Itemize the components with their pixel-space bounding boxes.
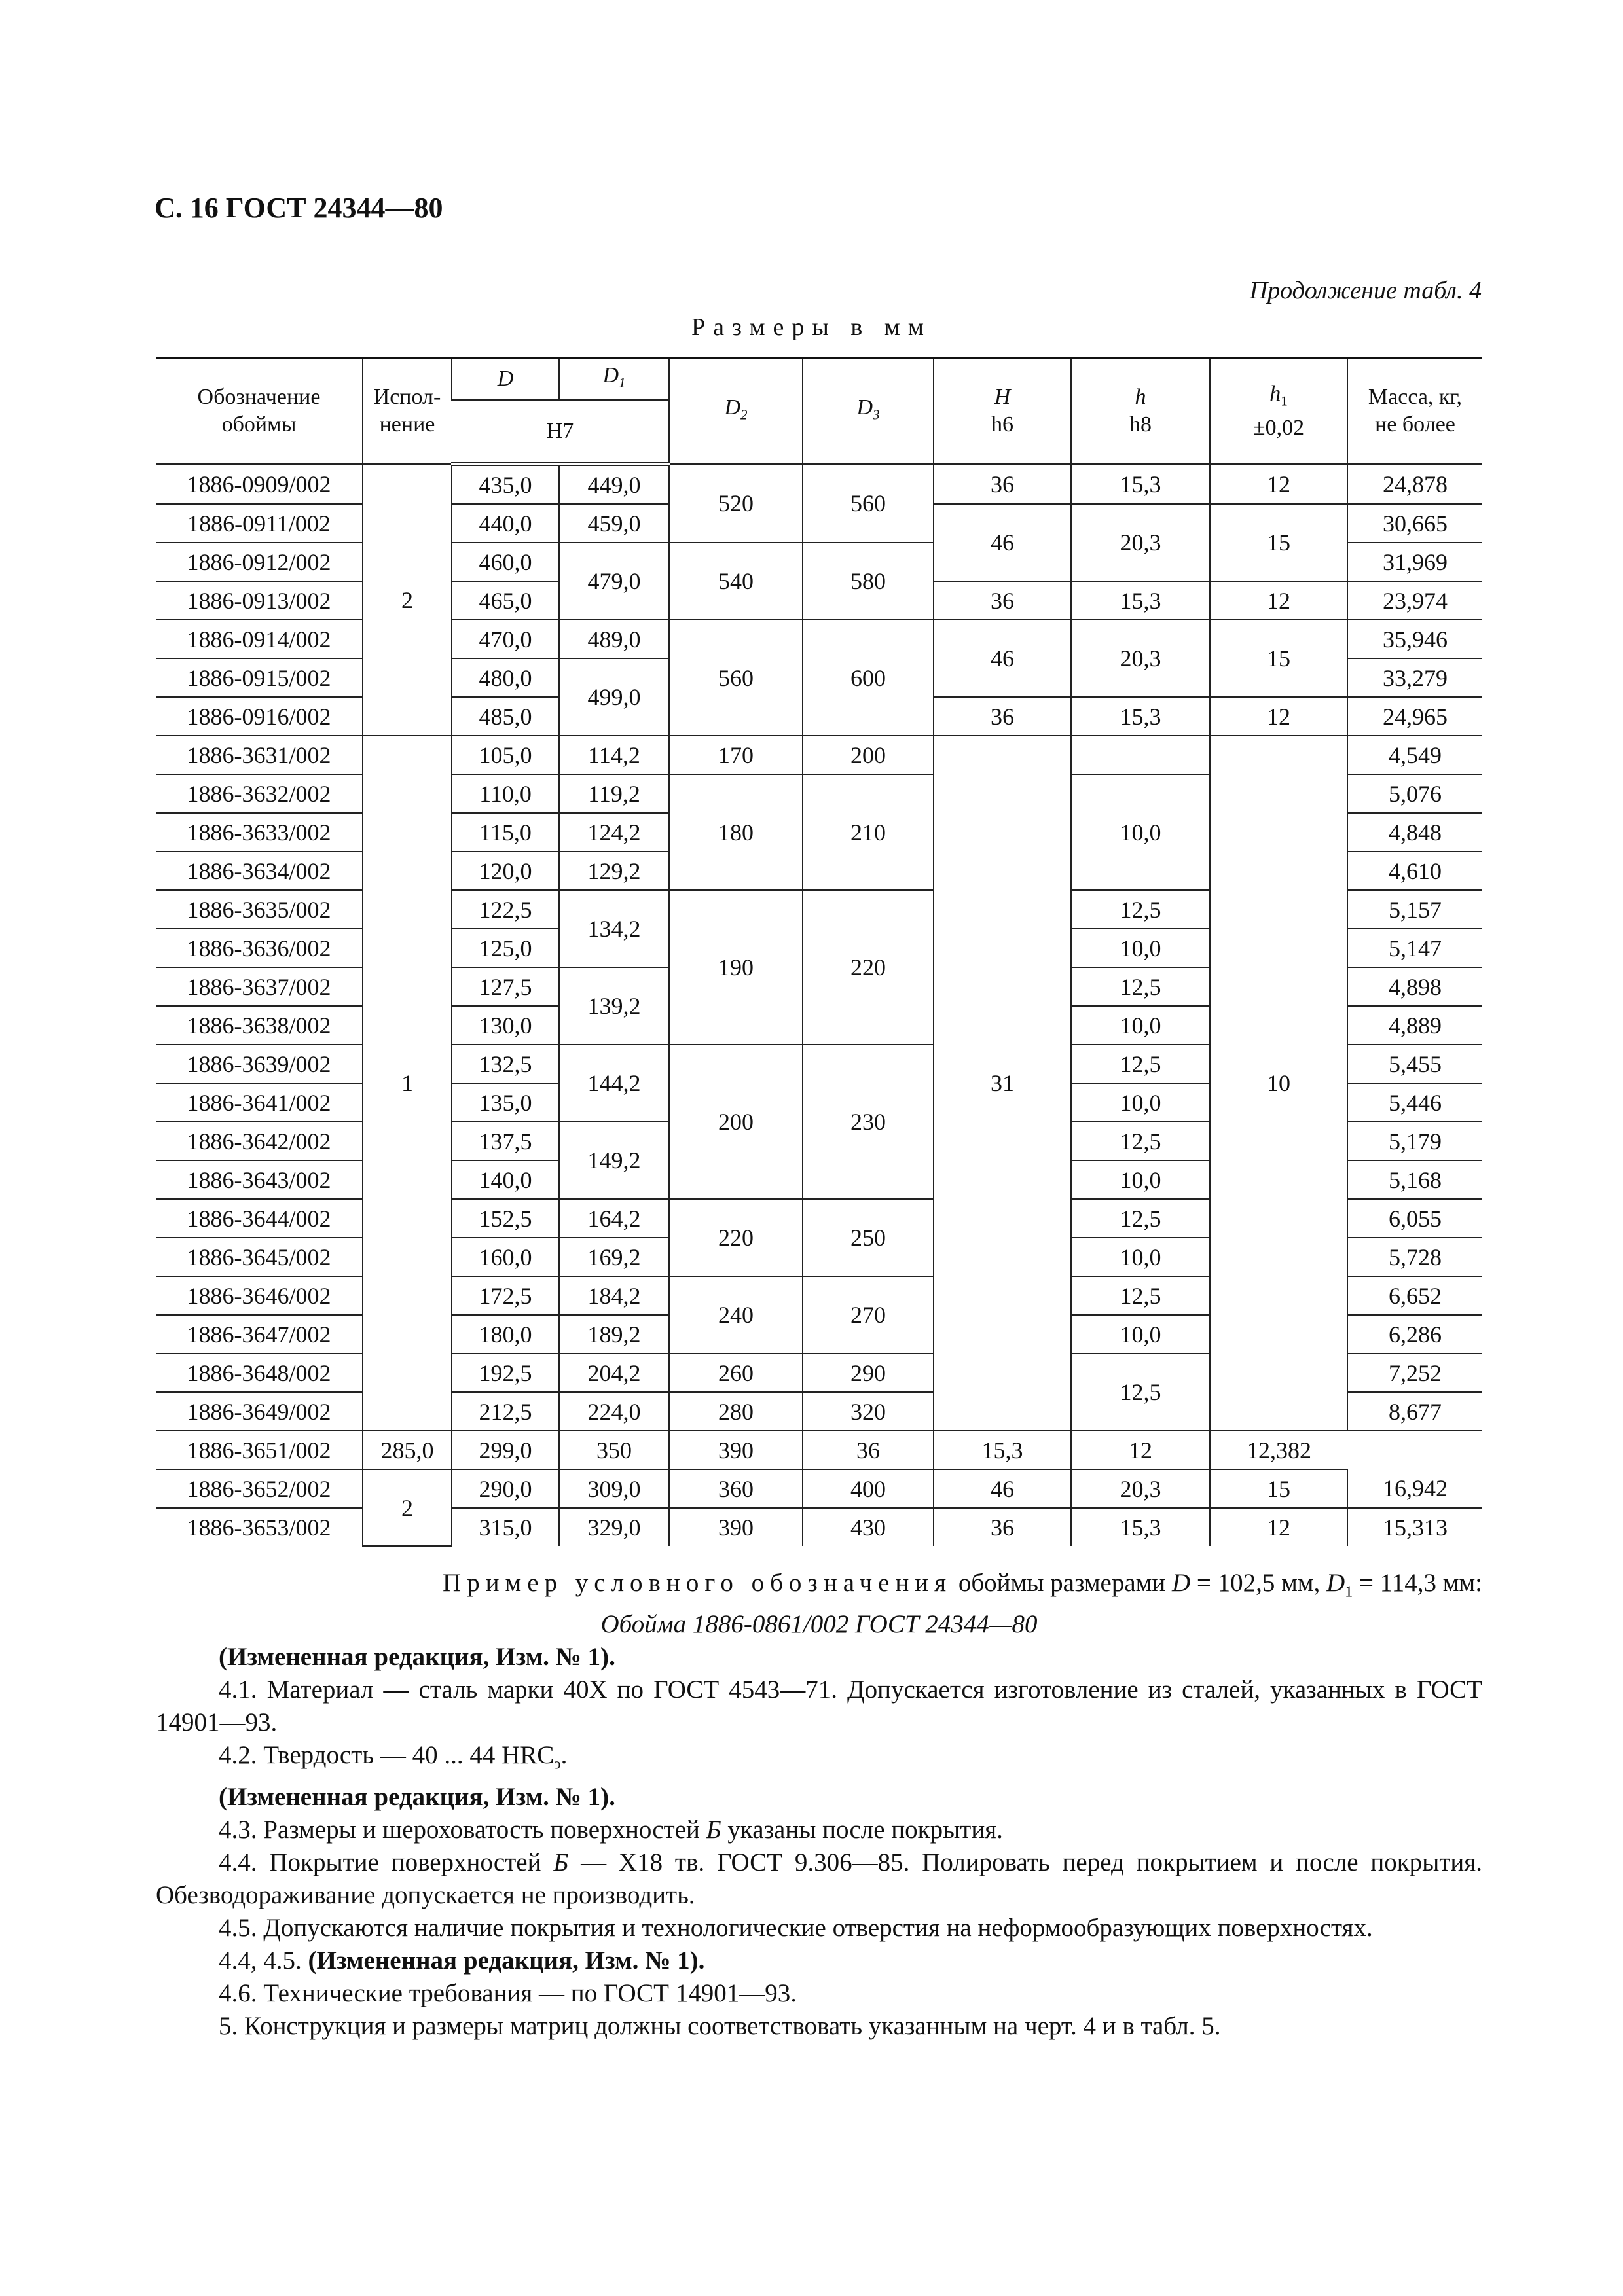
cell-d2: 390 (669, 1508, 803, 1546)
cell-d: 152,5 (452, 1199, 559, 1238)
cell-h-small: 10,0 (1071, 1160, 1210, 1199)
cell-mass: 6,652 (1347, 1276, 1482, 1315)
cell-d: 140,0 (452, 1160, 559, 1199)
cell-d: 120,0 (452, 852, 559, 890)
cell-mass: 31,969 (1347, 543, 1482, 581)
col-header-h: H h6 (934, 358, 1071, 465)
cell-mass: 16,942 (1347, 1469, 1482, 1508)
cell-code: 1886-3637/002 (156, 967, 363, 1006)
cell-h-small: 12,5 (1071, 967, 1210, 1006)
cell-h-small: 12,5 (1071, 890, 1210, 929)
cell-mass: 6,286 (1347, 1315, 1482, 1354)
cell-code: 1886-3634/002 (156, 852, 363, 890)
cell-d: 122,5 (452, 890, 559, 929)
cell-h-small: 20,3 (1071, 1469, 1210, 1508)
cell-mass: 5,157 (1347, 890, 1482, 929)
cell-d1: 124,2 (559, 813, 669, 852)
cell-h: 46 (934, 1469, 1071, 1508)
cell-d2: 220 (669, 1199, 803, 1276)
page-header: С. 16 ГОСТ 24344—80 (155, 192, 443, 224)
cell-code: 1886-3632/002 (156, 774, 363, 813)
cell-mass: 24,965 (1347, 697, 1482, 736)
cell-mass: 5,455 (1347, 1045, 1482, 1083)
col-header-h-small: h h8 (1071, 358, 1210, 465)
revision-note: (Измененная редакция, Изм. № 1). (219, 1782, 615, 1811)
cell-d: 137,5 (452, 1122, 559, 1160)
cell-mass: 8,677 (1347, 1392, 1482, 1431)
cell-h1: 12 (1210, 464, 1347, 504)
cell-d1: 169,2 (559, 1238, 669, 1276)
cell-mass: 4,610 (1347, 852, 1482, 890)
designation-example: Пример условного обозначения обоймы размерами D = 102,5 мм, $D_1 = 114,3$ мм: (442, 1569, 1482, 1601)
cell-h: 36 (934, 581, 1071, 620)
cell-h-small: 10,0 (1071, 1315, 1210, 1354)
cell-h-small: 20,3 (1071, 504, 1210, 581)
cell-d: 115,0 (452, 813, 559, 852)
cell-d: 440,0 (452, 504, 559, 543)
cell-code: 1886-3649/002 (156, 1392, 363, 1431)
cell-d: 135,0 (452, 1083, 559, 1122)
cell-code: 1886-3635/002 (156, 890, 363, 929)
cell-d1: 189,2 (559, 1315, 669, 1354)
cell-d: 435,0 (452, 464, 559, 504)
cell-mass: 4,848 (1347, 813, 1482, 852)
clause-4-6: 4.6. Технические требования — по ГОСТ 14901—93. (219, 1979, 797, 2007)
cell-version: 2 (363, 1469, 452, 1546)
cell-d: 160,0 (452, 1238, 559, 1276)
cell-d2: 200 (669, 1045, 803, 1199)
cell-h: 36 (803, 1431, 934, 1469)
cell-h1: 15 (1210, 620, 1347, 697)
cell-h1: 15 (1210, 1469, 1347, 1508)
cell-h: 46 (934, 620, 1071, 697)
table-continuation-label: Продолжение табл. 4 (1249, 277, 1482, 304)
cell-d: 127,5 (452, 967, 559, 1006)
cell-code: 1886-3631/002 (156, 736, 363, 774)
cell-code: 1886-3639/002 (156, 1045, 363, 1083)
cell-d2: 280 (669, 1392, 803, 1431)
cell-d1: 459,0 (559, 504, 669, 543)
cell-d3: 400 (803, 1469, 934, 1508)
cell-mass: 4,549 (1347, 736, 1482, 774)
cell-d: 180,0 (452, 1315, 559, 1354)
cell-d1: 139,2 (559, 967, 669, 1045)
cell-d1: 489,0 (559, 620, 669, 658)
cell-version: 2 (363, 464, 452, 736)
cell-mass: 12,382 (1210, 1431, 1347, 1469)
col-header-d: D (452, 358, 559, 401)
cell-d: 110,0 (452, 774, 559, 813)
col-header-tolerance-h7: H7 (452, 400, 669, 464)
cell-d3: 290 (803, 1354, 934, 1392)
cell-d: 130,0 (452, 1006, 559, 1045)
cell-d3: 600 (803, 620, 934, 736)
cell-d1: 329,0 (559, 1508, 669, 1546)
cell-mass: 24,878 (1347, 464, 1482, 504)
cell-d1: 299,0 (452, 1431, 559, 1469)
clause-4-2: 4.2. Твердость — 40 ... 44 $HRC_э$. (219, 1741, 568, 1773)
cell-h-small: 10,0 (1071, 774, 1210, 890)
cell-d3: 320 (803, 1392, 934, 1431)
cell-d1: 184,2 (559, 1276, 669, 1315)
cell-mass: 5,446 (1347, 1083, 1482, 1122)
cell-code: 1886-0909/002 (156, 464, 363, 504)
cell-h1: 12 (1210, 1508, 1347, 1546)
cell-d: 132,5 (452, 1045, 559, 1083)
cell-h: 36 (934, 1508, 1071, 1546)
clause-4-3: 4.3. Размеры и шероховатость поверхностей Б указаны после покрытия. (219, 1815, 1003, 1844)
cell-d2: 560 (669, 620, 803, 736)
cell-d: 460,0 (452, 543, 559, 581)
cell-h: 36 (934, 697, 1071, 736)
cell-code: 1886-3647/002 (156, 1315, 363, 1354)
cell-mass: 5,179 (1347, 1122, 1482, 1160)
cell-code: 1886-3633/002 (156, 813, 363, 852)
cell-code: 1886-3641/002 (156, 1083, 363, 1122)
cell-d2: 260 (669, 1354, 803, 1392)
cell-code: 1886-3648/002 (156, 1354, 363, 1392)
col-header-d2: $D_2$ (669, 358, 803, 465)
cell-d3: 270 (803, 1276, 934, 1354)
cell-version: 1 (363, 736, 452, 1431)
cell-h: 36 (934, 464, 1071, 504)
cell-d2: 540 (669, 543, 803, 620)
cell-d2: 170 (669, 736, 803, 774)
cell-d1: 114,2 (559, 736, 669, 774)
cell-mass: 23,974 (1347, 581, 1482, 620)
cell-d: 192,5 (452, 1354, 559, 1392)
cell-h1: 15 (1210, 504, 1347, 581)
col-header-d1: $D_1$ (559, 358, 669, 401)
cell-code: 1886-3645/002 (156, 1238, 363, 1276)
cell-h-small: 10,0 (1071, 929, 1210, 967)
cell-d: 315,0 (452, 1508, 559, 1546)
cell-mass: 5,076 (1347, 774, 1482, 813)
cell-d2: 240 (669, 1276, 803, 1354)
cell-mass: 33,279 (1347, 658, 1482, 697)
cell-d1: 164,2 (559, 1199, 669, 1238)
cell-mass: 5,168 (1347, 1160, 1482, 1199)
cell-h-small: 12,5 (1071, 1122, 1210, 1160)
cell-h-small: 12,5 (1071, 1045, 1210, 1083)
cell-mass: 15,313 (1347, 1508, 1482, 1546)
cell-d3: 210 (803, 774, 934, 890)
cell-h1: 12 (1071, 1431, 1210, 1469)
cell-mass: 5,147 (1347, 929, 1482, 967)
cell-h-small: 15,3 (1071, 697, 1210, 736)
cell-h-small: 15,3 (934, 1431, 1071, 1469)
cell-d: 105,0 (452, 736, 559, 774)
cell-h1: 10 (1210, 736, 1347, 1431)
cell-d1: 204,2 (559, 1354, 669, 1392)
cell-d1: 129,2 (559, 852, 669, 890)
cell-mass: 7,252 (1347, 1354, 1482, 1392)
clause-4-1: 4.1. Материал — сталь марки 40Х по ГОСТ 4543—71. Допускается изготовление из сталей, указанных в ГОСТ 14901—93. (156, 1676, 1482, 1737)
cell-h: 46 (934, 504, 1071, 581)
cell-code: 1886-0916/002 (156, 697, 363, 736)
cell-d3: 390 (669, 1431, 803, 1469)
col-header-designation: Обозначение обоймы (156, 358, 363, 465)
cell-h1: 12 (1210, 581, 1347, 620)
cell-d: 290,0 (452, 1469, 559, 1508)
example-designation: Обойма 1886-0861/002 ГОСТ 24344—80 (600, 1610, 1038, 1639)
cell-mass: 35,946 (1347, 620, 1482, 658)
cell-d3: 220 (803, 890, 934, 1045)
cell-code: 1886-3652/002 (156, 1469, 363, 1508)
cell-d1: 309,0 (559, 1469, 669, 1508)
cell-mass: 30,665 (1347, 504, 1482, 543)
cell-code: 1886-0912/002 (156, 543, 363, 581)
cell-h-small: 15,3 (1071, 464, 1210, 504)
cell-code: 1886-3653/002 (187, 1514, 331, 1541)
dimensions-table (156, 357, 1482, 1547)
cell-code: 1886-3646/002 (156, 1276, 363, 1315)
cell-d3: 200 (803, 736, 934, 774)
units-caption: Размеры в мм (691, 314, 932, 341)
cell-h-small: 12,5 (1071, 1199, 1210, 1238)
body-text (156, 1567, 1482, 2043)
cell-mass: 4,889 (1347, 1006, 1482, 1045)
cell-code: 1886-0914/002 (156, 620, 363, 658)
cell-h-small: 10,0 (1071, 1083, 1210, 1122)
col-header-h1: $h_1$ ±0,02 (1210, 358, 1347, 465)
clause-4-4-4-5-revision: 4.4, 4.5. (Измененная редакция, Изм. № 1). (219, 1946, 705, 1975)
cell-d3: 250 (803, 1199, 934, 1276)
cell-h1: 12 (1210, 697, 1347, 736)
cell-d: 470,0 (452, 620, 559, 658)
cell-code: 1886-0915/002 (156, 658, 363, 697)
cell-d2: 190 (669, 890, 803, 1045)
cell-mass: 5,728 (1347, 1238, 1482, 1276)
cell-h-small: 20,3 (1071, 620, 1210, 697)
cell-h-small: 12,5 (1071, 1276, 1210, 1315)
cell-h-small: 15,3 (1071, 581, 1210, 620)
revision-note: (Измененная редакция, Изм. № 1). (219, 1643, 615, 1672)
cell-d1: 149,2 (559, 1122, 669, 1199)
cell-h-small (1071, 736, 1210, 774)
cell-code: 1886-0913/002 (156, 581, 363, 620)
cell-d2: 360 (669, 1469, 803, 1508)
col-header-version: Испол- нение (363, 358, 452, 465)
col-header-mass: Масса, кг, не более (1347, 358, 1482, 465)
clause-4-5: 4.5. Допускаются наличие покрытия и технологические отверстия на неформообразующих поверхностях. (219, 1913, 1373, 1942)
cell-mass: 6,055 (1347, 1199, 1482, 1238)
cell-mass: 4,898 (1347, 967, 1482, 1006)
cell-d1: 479,0 (559, 543, 669, 620)
cell-d1: 134,2 (559, 890, 669, 967)
cell-h: 31 (934, 736, 1071, 1431)
cell-code: 1886-3638/002 (156, 1006, 363, 1045)
cell-d: 285,0 (363, 1431, 452, 1469)
cell-code: 1886-3644/002 (156, 1199, 363, 1238)
cell-d1: 449,0 (559, 464, 669, 504)
cell-code: 1886-3651/002 (156, 1431, 363, 1469)
cell-d: 125,0 (452, 929, 559, 967)
clause-5: 5. Конструкция и размеры матриц должны соответствовать указанным на черт. 4 и в табл. 5. (219, 2011, 1221, 2040)
cell-d1: 119,2 (559, 774, 669, 813)
cell-d: 465,0 (452, 581, 559, 620)
cell-code: 1886-3642/002 (156, 1122, 363, 1160)
cell-d: 172,5 (452, 1276, 559, 1315)
cell-h-small: 10,0 (1071, 1006, 1210, 1045)
cell-d: 480,0 (452, 658, 559, 697)
cell-d2: 520 (669, 464, 803, 543)
cell-d3: 580 (803, 543, 934, 620)
clause-4-4: 4.4. Покрытие поверхностей Б — Х18 тв. ГОСТ 9.306—85. Полировать перед покрытием и после покрытия. Обезводораживание допускается не производить. (156, 1848, 1482, 1909)
col-header-d3: $D_3$ (803, 358, 934, 465)
cell-code: 1886-3643/002 (156, 1160, 363, 1199)
example-lead: Пример условного обозначения (442, 1569, 953, 1597)
cell-d2: 180 (669, 774, 803, 890)
cell-d1: 144,2 (559, 1045, 669, 1122)
cell-d3: 230 (803, 1045, 934, 1199)
cell-d1: 499,0 (559, 658, 669, 736)
cell-d1: 224,0 (559, 1392, 669, 1431)
cell-d2: 350 (559, 1431, 669, 1469)
cell-h-small: 12,5 (1071, 1354, 1210, 1431)
cell-h-small: 10,0 (1071, 1238, 1210, 1276)
cell-d3: 560 (803, 464, 934, 543)
cell-d3: 430 (803, 1508, 934, 1546)
cell-code: 1886-0911/002 (156, 504, 363, 543)
cell-h-small: 15,3 (1071, 1508, 1210, 1546)
cell-d: 212,5 (452, 1392, 559, 1431)
cell-code: 1886-3636/002 (156, 929, 363, 967)
cell-d: 485,0 (452, 697, 559, 736)
